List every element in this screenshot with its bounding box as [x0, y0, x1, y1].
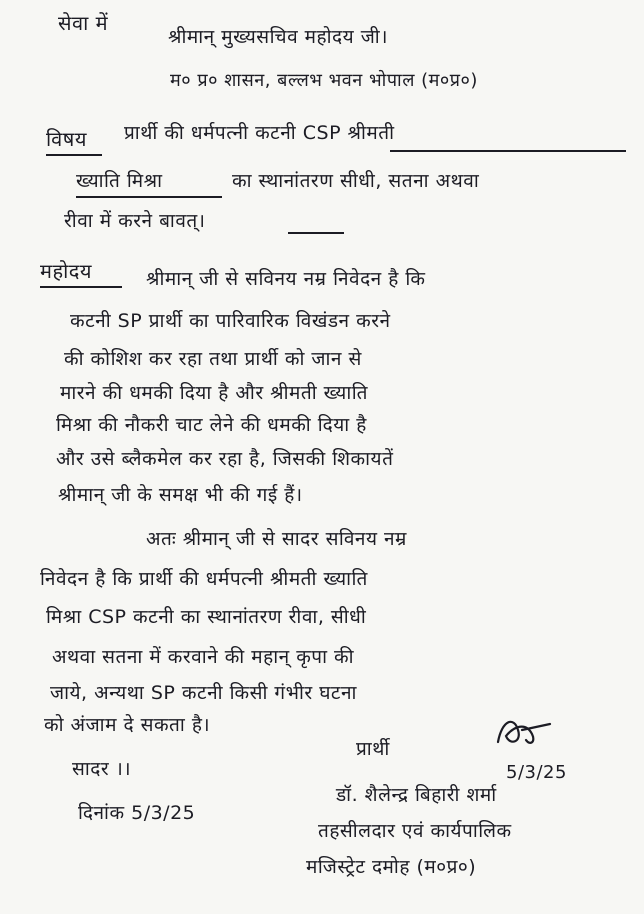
addressee-line-2: म० प्र० शासन, बल्लभ भवन भोपाल (म०प्र०) — [170, 70, 478, 91]
signature-mark — [492, 712, 556, 756]
subject-name-underline — [76, 196, 222, 198]
salutation: महोदय — [40, 259, 92, 283]
subject-underline-1 — [390, 150, 626, 152]
subject-line-3: रीवा में करने बावत्। — [64, 210, 206, 232]
body-line-1: श्रीमान् जी से सविनय नम्र निवेदन है कि — [146, 268, 426, 290]
signatory-name: डॉ. शैलेन्द्र बिहारी शर्मा — [336, 784, 497, 806]
para2-line-6: को अंजाम दे सकता है। — [44, 714, 211, 736]
para2-line-4: अथवा सतना में करवाने की महान् कृपा की — [52, 646, 355, 668]
subject-label-underline — [46, 154, 102, 156]
body-line-4: मारने की धमकी दिया है और श्रीमती ख्याति — [60, 382, 368, 404]
subject-line-2: का स्थानांतरण सीधी, सतना अथवा — [232, 170, 480, 192]
salutation-underline — [40, 286, 122, 288]
para2-line-5: जाये, अन्यथा SP कटनी किसी गंभीर घटना — [50, 682, 357, 704]
addressee-label: सेवा में — [58, 11, 109, 35]
subject-name: ख्याति मिश्रा — [76, 170, 163, 192]
subject-label: विषय — [46, 127, 87, 151]
body-line-2: कटनी SP प्रार्थी का पारिवारिक विखंडन करने — [70, 310, 391, 332]
body-line-6: और उसे ब्लैकमेल कर रहा है, जिसकी शिकायतें — [56, 448, 394, 470]
signatory-post: तहसीलदार एवं कार्यपालिक — [318, 820, 512, 842]
subject-line-3-underline — [288, 232, 344, 234]
addressee-line-1: श्रीमान् मुख्यसचिव महोदय जी। — [168, 26, 388, 48]
applicant-label: प्रार्थी — [356, 738, 390, 760]
sign-date: 5/3/25 — [506, 762, 567, 783]
body-line-5: मिश्रा की नौकरी चाट लेने की धमकी दिया है — [56, 414, 367, 436]
para2-line-2: निवेदन है कि प्रार्थी की धर्मपत्नी श्रीमती ख्याति — [40, 568, 368, 590]
para2-line-1: अतः श्रीमान् जी से सादर सविनय नम्र — [146, 528, 407, 550]
closing: सादर ।। — [72, 758, 132, 780]
signatory-office: मजिस्ट्रेट दमोह (म०प्र०) — [306, 856, 477, 878]
subject-line-1: प्रार्थी की धर्मपत्नी कटनी CSP श्रीमती — [124, 122, 395, 144]
body-line-7: श्रीमान् जी के समक्ष भी की गई हैं। — [58, 484, 303, 506]
letter-date: दिनांक 5/3/25 — [78, 802, 196, 824]
body-line-3: की कोशिश कर रहा तथा प्रार्थी को जान से — [64, 348, 362, 370]
para2-line-3: मिश्रा CSP कटनी का स्थानांतरण रीवा, सीधी — [46, 606, 367, 628]
